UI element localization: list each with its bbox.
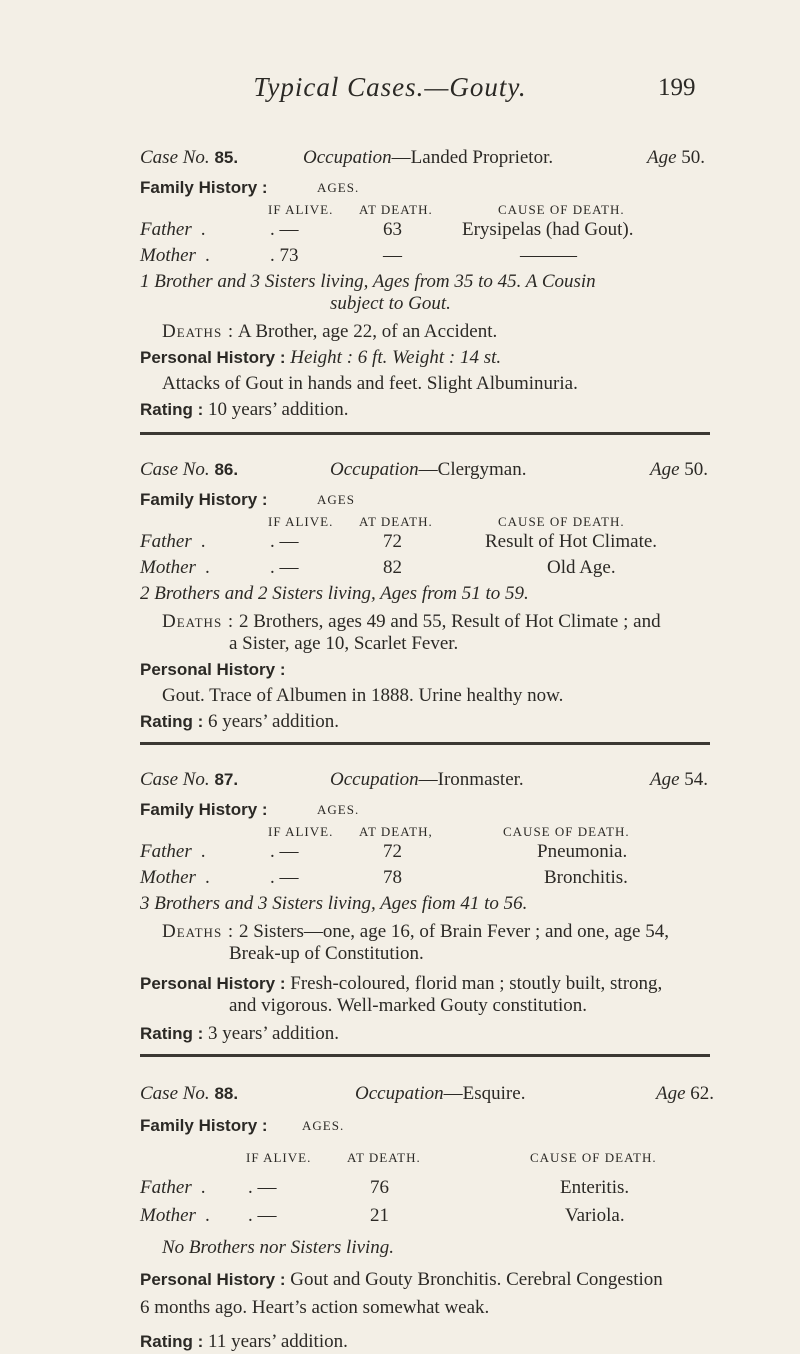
father-cause: Erysipelas (had Gout). — [462, 219, 634, 240]
if-alive-header: IF ALIVE. — [268, 514, 334, 529]
father-cause: Result of Hot Climate. — [485, 531, 658, 552]
deaths-line-1: Deaths : 2 Brothers, ages 49 and 55, Result of Hot Climate ; and — [162, 611, 661, 632]
father-alive: . — — [270, 841, 299, 862]
case-heading: Case No. 87. — [140, 769, 239, 790]
mother-alive: . — — [270, 557, 299, 578]
father-label: Father . — [140, 531, 206, 552]
father-label: Father . — [140, 841, 206, 862]
mother-cause: ——— — [520, 245, 577, 266]
family-history-label: Family History : — [140, 490, 268, 509]
father-cause: Enteritis. — [560, 1177, 630, 1198]
father-alive: . — — [248, 1177, 277, 1198]
personal-history-line-1: Gout. Trace of Albumen in 1888. Urine healthy now. — [162, 685, 564, 706]
mother-cause: Old Age. — [547, 557, 616, 578]
siblings-line-2: subject to Gout. — [330, 293, 451, 314]
personal-history-line-1: Personal History : Height : 6 ft. Weight : 14 st. — [140, 347, 502, 368]
case-divider — [140, 742, 710, 745]
father-death-age: 63 — [383, 219, 402, 240]
if-alive-header: IF ALIVE. — [268, 824, 334, 839]
rating-line: Rating : 3 years’ addition. — [140, 1023, 340, 1044]
age: Age 54. — [650, 769, 709, 790]
if-alive-header: IF ALIVE. — [268, 202, 334, 217]
mother-death-age: — — [383, 245, 402, 266]
case-number: 86. — [214, 460, 239, 479]
running-title: Typical Cases.—Gouty. — [253, 72, 527, 102]
ages-header: AGES. — [317, 802, 360, 817]
ages-header: AGES — [317, 492, 355, 507]
siblings-line-1: 2 Brothers and 2 Sisters living, Ages from 51 to 59. — [140, 583, 529, 604]
case-number: 88. — [214, 1084, 239, 1103]
mother-cause: Variola. — [565, 1205, 625, 1226]
occupation: Occupation—Clergyman. — [330, 459, 527, 480]
family-history-label: Family History : — [140, 178, 268, 197]
case-number: 87. — [214, 770, 239, 789]
rating-line: Rating : 10 years’ addition. — [140, 399, 349, 420]
father-alive: . — — [270, 531, 299, 552]
father-death-age: 76 — [370, 1177, 389, 1198]
mother-death-age: 82 — [383, 557, 402, 578]
personal-history-line-1: Personal History : Gout and Gouty Bronchitis. Cerebral Congestion — [140, 1269, 663, 1290]
deaths-line: Deaths : A Brother, age 22, of an Accident. — [162, 321, 498, 342]
mother-death-age: 78 — [383, 867, 402, 888]
occupation: Occupation—Landed Proprietor. — [303, 147, 554, 168]
father-death-age: 72 — [383, 841, 402, 862]
rating-line: Rating : 11 years’ addition. — [140, 1331, 348, 1352]
mother-alive: . 73 — [270, 245, 299, 266]
at-death-header: AT DEATH. — [347, 1150, 421, 1165]
at-death-header: AT DEATH. — [359, 202, 433, 217]
father-death-age: 72 — [383, 531, 402, 552]
page-number: 199 — [658, 74, 696, 101]
age: Age 50. — [650, 459, 709, 480]
ages-header: AGES. — [302, 1118, 345, 1133]
personal-history-line-1: Personal History : Fresh-coloured, florid man ; stoutly built, strong, — [140, 973, 663, 994]
siblings-line-1: No Brothers nor Sisters living. — [162, 1237, 395, 1258]
occupation: Occupation—Ironmaster. — [330, 769, 524, 790]
if-alive-header: IF ALIVE. — [246, 1150, 312, 1165]
at-death-header: AT DEATH. — [359, 514, 433, 529]
family-history-label: Family History : — [140, 1116, 268, 1135]
family-history-label: Family History : — [140, 800, 268, 819]
cause-of-death-header: CAUSE OF DEATH. — [498, 202, 625, 217]
personal-history-line-2: 6 months ago. Heart’s action somewhat weak. — [140, 1297, 490, 1318]
cause-of-death-header: CAUSE OF DEATH. — [530, 1150, 657, 1165]
age: Age 50. — [647, 147, 706, 168]
mother-label: Mother . — [140, 245, 211, 266]
case-heading: Case No. 86. — [140, 459, 239, 480]
mother-label: Mother . — [140, 557, 211, 578]
father-label: Father . — [140, 219, 206, 240]
father-alive: . — — [270, 219, 299, 240]
age: Age 62. — [656, 1083, 715, 1104]
case-divider — [140, 1054, 710, 1057]
at-death-header: AT DEATH, — [359, 824, 433, 839]
mother-cause: Bronchitis. — [544, 867, 628, 888]
deaths-line-2: Break-up of Constitution. — [229, 943, 424, 964]
mother-alive: . — — [248, 1205, 277, 1226]
cause-of-death-header: CAUSE OF DEATH. — [503, 824, 630, 839]
case-heading: Case No. 85. — [140, 147, 239, 168]
case-heading: Case No. 88. — [140, 1083, 239, 1104]
personal-history-line-2: Attacks of Gout in hands and feet. Slight Albuminuria. — [162, 373, 578, 394]
mother-death-age: 21 — [370, 1205, 389, 1226]
mother-label: Mother . — [140, 1205, 211, 1226]
siblings-line-1: 1 Brother and 3 Sisters living, Ages from 35 to 45. A Cousin — [140, 271, 596, 292]
mother-label: Mother . — [140, 867, 211, 888]
occupation: Occupation—Esquire. — [355, 1083, 526, 1104]
case-number: 85. — [214, 148, 239, 167]
father-cause: Pneumonia. — [537, 841, 628, 862]
deaths-line-1: Deaths : 2 Sisters—one, age 16, of Brain Fever ; and one, age 54, — [162, 921, 669, 942]
rating-line: Rating : 6 years’ addition. — [140, 711, 340, 732]
mother-alive: . — — [270, 867, 299, 888]
personal-history-label: Personal History : — [140, 660, 286, 679]
ages-header: AGES. — [317, 180, 360, 195]
cause-of-death-header: CAUSE OF DEATH. — [498, 514, 625, 529]
case-divider — [140, 432, 710, 435]
father-label: Father . — [140, 1177, 206, 1198]
page-header — [0, 72, 800, 112]
personal-history-line-2: and vigorous. Well-marked Gouty constitution. — [229, 995, 588, 1016]
deaths-line-2: a Sister, age 10, Scarlet Fever. — [229, 633, 459, 654]
siblings-line-1: 3 Brothers and 3 Sisters living, Ages fiom 41 to 56. — [140, 893, 528, 914]
